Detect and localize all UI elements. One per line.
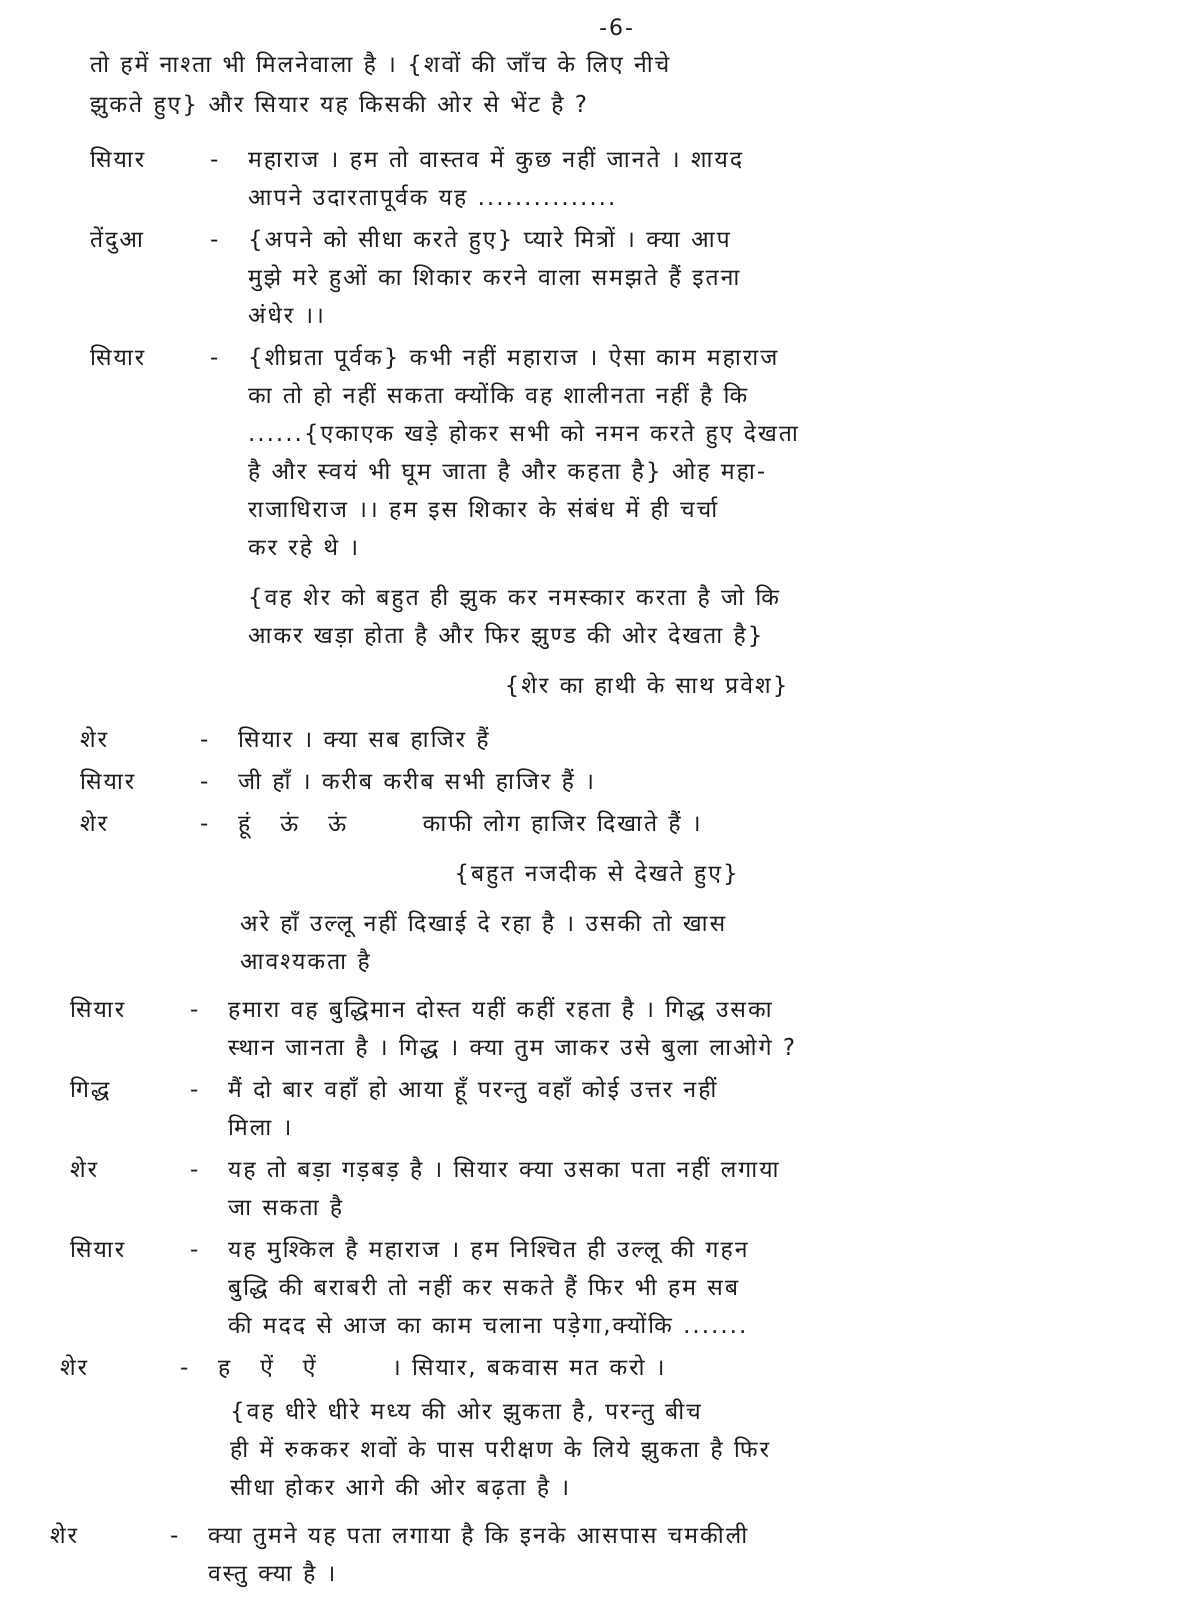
text-line: वस्तु क्या है । [208,1561,338,1587]
dialogue-text [208,1517,1144,1593]
text-line: स्थान जानता है । गिद्ध । क्या तुम जाकर उसे बुला लाओगे ? [228,1035,798,1061]
dialogue-row [90,221,1144,335]
dialogue-row [80,805,1144,843]
dialogue-text [228,991,1144,1067]
dialogue-text [228,1231,1144,1345]
dialogue-row [50,1517,1144,1593]
text-line: का तो हो नहीं सकता क्योंकि वह शालीनता नहीं है कि [248,383,750,409]
text-line: ह ऐं ऐं । सियार, बकवास मत करो । [218,1355,667,1381]
text-line: ही में रुककर शवों के पास परीक्षण के लिये झुकता है फिर [230,1437,771,1463]
dialogue-row [70,1231,1144,1345]
dialogue-text [248,221,1144,335]
speaker-name: सियार [90,147,147,173]
speaker-dash: - [190,1077,201,1103]
dialogue-text [238,721,1144,759]
speaker-name: सियार [80,769,137,795]
speaker-dash: - [190,997,201,1023]
speaker-dash: - [190,1237,201,1263]
dialogue-row [80,721,1144,759]
speaker-name: शेर [80,727,110,753]
speaker-dash: - [200,727,211,753]
stage-direction: {बहुत नजदीक से देखते हुए} [454,861,740,887]
speaker-name: गिद्ध [70,1077,112,1103]
dialogue-row [90,141,1144,217]
dialogue-text [218,1349,1144,1387]
page-number: -6- [599,16,635,41]
dialogue-text [238,805,1144,843]
dialogue-row [60,1349,1144,1387]
speaker-dash: - [180,1355,191,1381]
text-line: की मदद से आज का काम चलाना पड़ेगा,क्योंकि ....... [228,1313,749,1339]
dialogue-text [228,1071,1144,1147]
speaker-dash: - [210,345,221,371]
text-line: ......{एकाएक खड़े होकर सभी को नमन करते हुए देखता [248,421,800,447]
text-line: है और स्वयं भी घूम जाता है और कहता है} ओह महा- [248,459,768,485]
stage-direction [248,579,1144,655]
dialogue-row [90,339,1144,567]
speaker-name: शेर [80,811,110,837]
dialogue-row [70,991,1144,1067]
speaker-dash: - [200,769,211,795]
speaker-name: तेंदुआ [90,227,145,253]
text-line: आवश्यकता है [240,949,372,975]
text-line: राजाधिराज ।। हम इस शिकार के संबंध में ही चर्चा [248,497,720,523]
text-line: आकर खड़ा होता है और फिर झुण्ड की ओर देखता है} [248,623,765,649]
intro-paragraph [90,45,1144,125]
text-line: कर रहे थे । [248,535,361,561]
text-line: झुकते हुए} और सियार यह किसकी ओर से भेंट है ? [90,92,589,118]
speaker-dash: - [210,147,221,173]
text-line: जा सकता है [228,1195,345,1221]
dialogue-text [248,339,1144,567]
text-line: {वह धीरे धीरे मध्य की ओर झुकता है, परन्तु बीच [230,1399,703,1425]
speaker-name: सियार [70,1237,127,1263]
dialogue-row [70,1071,1144,1147]
entry-direction: {शेर का हाथी के साथ प्रवेश} [504,673,790,699]
dialogue-text [238,763,1144,801]
speaker-name: सियार [70,997,127,1023]
dialogue-row [80,763,1144,801]
text-line: आपने उदारतापूर्वक यह ............... [248,185,618,211]
speaker-dash: - [170,1523,181,1549]
speaker-dash: - [200,811,211,837]
dialogue-text [228,1151,1144,1227]
speaker-name: सियार [90,345,147,371]
dialogue-text [248,141,1144,217]
text-line: {शीघ्रता पूर्वक} कभी नहीं महाराज । ऐसा काम महाराज [248,345,780,371]
stage-direction [230,1393,1144,1507]
text-line: तो हमें नाश्ता भी मिलनेवाला है । {शवों की जाँच के लिए नीचे [90,52,672,78]
speaker-dash: - [210,227,221,253]
speaker-dash: - [190,1157,201,1183]
text-line: अरे हाँ उल्लू नहीं दिखाई दे रहा है । उसकी तो खास [240,911,728,937]
text-line: जी हाँ । करीब करीब सभी हाजिर हैं । [238,769,596,795]
speaker-name: शेर [70,1157,100,1183]
text-line: सीधा होकर आगे की ओर बढ़ता है । [230,1475,572,1501]
text-line: हूं ऊं ऊं काफी लोग हाजिर दिखाते हैं । [238,811,703,837]
text-line: {वह शेर को बहुत ही झुक कर नमस्कार करता है जो कि [248,585,781,611]
text-line: क्या तुमने यह पता लगाया है कि इनके आसपास चमकीली [208,1523,750,1549]
text-line: यह तो बड़ा गड़बड़ है । सियार क्या उसका पता नहीं लगाया [228,1157,781,1183]
speaker-name: शेर [50,1523,80,1549]
text-line: मिला । [228,1115,294,1141]
text-line: यह मुश्किल है महाराज । हम निश्चित ही उल्लू की गहन [228,1237,750,1263]
text-line: बुद्धि की बराबरी तो नहीं कर सकते हैं फिर भी हम सब [228,1275,740,1301]
text-line: मुझे मरे हुओं का शिकार करने वाला समझते हैं इतना [248,265,742,291]
text-line: मैं दो बार वहाँ हो आया हूँ परन्तु वहाँ कोई उत्तर नहीं [228,1077,719,1103]
continued-dialogue [240,905,1144,981]
text-line: सियार । क्या सब हाजिर हैं [238,727,491,753]
dialogue-row [70,1151,1144,1227]
text-line: हमारा वह बुद्धिमान दोस्त यहीं कहीं रहता है । गिद्ध उसका [228,997,774,1023]
text-line: {अपने को सीधा करते हुए} प्यारे मित्रों । क्या आप [248,227,732,253]
text-line: महाराज । हम तो वास्तव में कुछ नहीं जानते । शायद [248,147,745,173]
speaker-name: शेर [60,1355,90,1381]
text-line: अंधेर ।। [248,303,326,329]
